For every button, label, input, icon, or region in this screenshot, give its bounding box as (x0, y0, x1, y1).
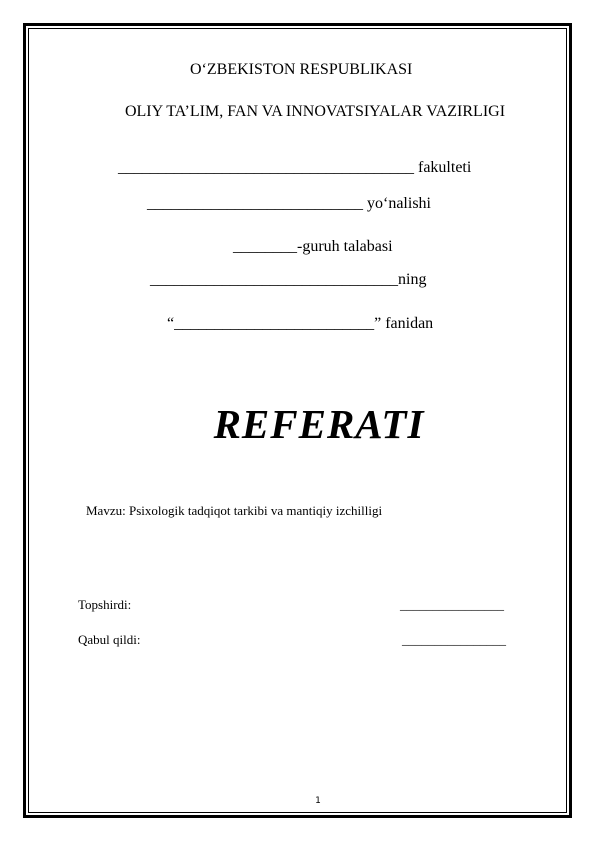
group-field: ________-guruh talabasi (233, 238, 393, 255)
republic-heading: O‘ZBEKISTON RESPUBLIKASI (190, 61, 413, 78)
accepted-label: Qabul qildi: (78, 632, 141, 647)
submitted-label: Topshirdi: (78, 597, 132, 612)
student-field: _______________________________ning (150, 271, 427, 288)
topic-text: Mavzu: Psixologik tadqiqot tarkibi va mantiqiy izchilligi (86, 503, 383, 518)
page-number: 1 (315, 796, 321, 806)
subject-field: “_________________________” fanidan (167, 315, 434, 332)
direction-field: ___________________________ yo‘nalishi (147, 195, 431, 212)
submitted-signature-line: ________________ (400, 597, 504, 612)
ministry-heading: OLIY TA’LIM, FAN VA INNOVATSIYALAR VAZIRLIGI (124, 103, 506, 120)
accepted-signature-line: ________________ (402, 632, 506, 647)
document-title: REFERATI (213, 401, 425, 447)
faculty-field: _____________________________________ fakulteti (118, 159, 472, 176)
